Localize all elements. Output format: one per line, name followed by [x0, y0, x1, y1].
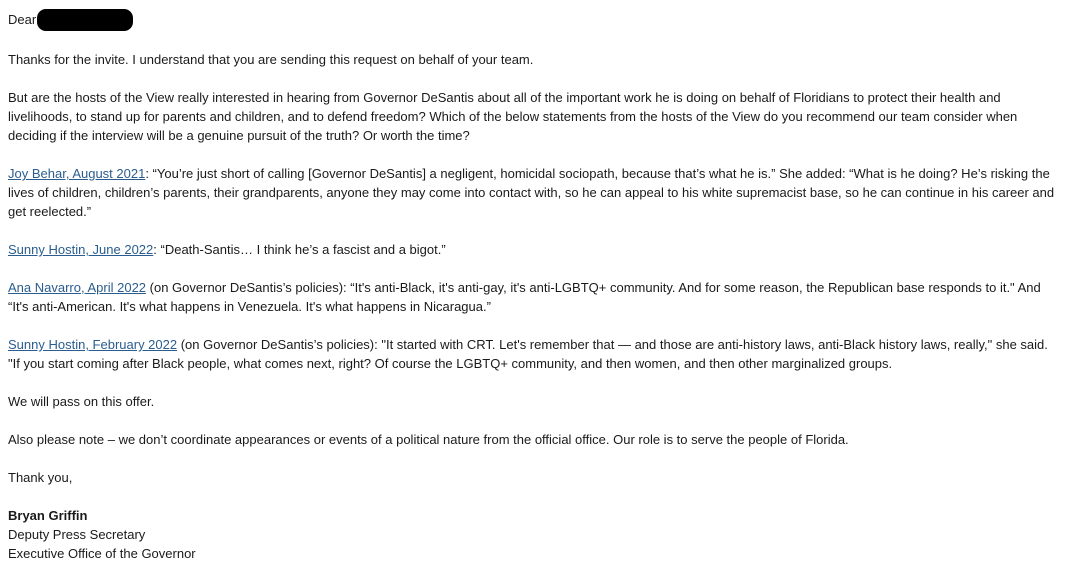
signature-office: Executive Office of the Governor: [8, 546, 196, 561]
quote-text: : “Death-Santis… I think he’s a fascist and a bigot.”: [153, 242, 446, 257]
greeting-line: [8, 9, 1091, 31]
salutation: Dear: [8, 12, 37, 27]
quote-text: "If you start coming after Black people, what comes next, right? Of course the LGBTQ+ community, and then women, and then other marginalized groups.: [8, 356, 893, 371]
source-link-ana-navarro[interactable]: Ana Navarro, April 2022: [8, 280, 147, 295]
note-paragraph: Also please note – we don’t coordinate appearances or events of a political nature from the official office. Our role is to serve the people of Florida.: [8, 432, 849, 447]
redacted-recipient-name: [37, 9, 133, 31]
signature-title: Deputy Press Secretary: [8, 527, 146, 542]
source-link-sunny-hostin-june[interactable]: Sunny Hostin, June 2022: [8, 242, 154, 257]
quote-ana-navarro: [8, 278, 1091, 316]
question-paragraph: [8, 88, 1091, 145]
quote-sunny-hostin-february: [8, 335, 1091, 373]
quote-joy-behar: [8, 164, 1091, 221]
quote-text: “It's anti-American. It's what happens in Venezuela. It's what happens in Nicaragua.”: [8, 299, 491, 314]
decline-paragraph: We will pass on this offer.: [8, 394, 155, 409]
source-link-joy-behar[interactable]: Joy Behar, August 2021: [8, 166, 146, 181]
source-link-sunny-hostin-february[interactable]: Sunny Hostin, February 2022: [8, 337, 178, 352]
intro-paragraph: Thanks for the invite. I understand that you are sending this request on behalf of your team.: [8, 52, 534, 67]
question-line: But are the hosts of the View really interested in hearing from Governor DeSantis about all of the important work he is doing on behalf of Floridians to protect their health and: [8, 90, 1001, 105]
question-line: livelihoods, to stand up for parents and children, and to defend freedom? Which of the below statements from the hosts of the View do you recommend our team consider when: [8, 109, 1018, 124]
quote-sunny-hostin-june: [8, 240, 1091, 259]
quote-text: lives of children, children’s parents, their grandparents, anyone they may come into contact with, so he can appeal to his white supremacist base, so he can continue in his career and: [8, 185, 1055, 200]
signature-block: [8, 506, 1091, 563]
quote-text: get reelected.”: [8, 204, 92, 219]
closing-line: Thank you,: [8, 470, 73, 485]
quote-text: (on Governor DeSantis’s policies): “It's anti-Black, it's anti-gay, it's anti-LGBTQ+ community. And for some reason, the Republican base responds to it." And: [146, 280, 1041, 295]
quote-text: : “You’re just short of calling [Governor DeSantis] a negligent, homicidal sociopath, because that’s what he is.” She added: “What is he doing? He’s risking the: [145, 166, 1050, 181]
question-line: deciding if the interview will be a genuine pursuit of the truth? Or worth the time?: [8, 128, 470, 143]
signature-name: Bryan Griffin: [8, 508, 88, 523]
quote-text: (on Governor DeSantis’s policies): "It started with CRT. Let's remember that — and those are anti-history laws, anti-Black history laws, really," she said.: [177, 337, 1048, 352]
email-body: [8, 9, 1091, 563]
